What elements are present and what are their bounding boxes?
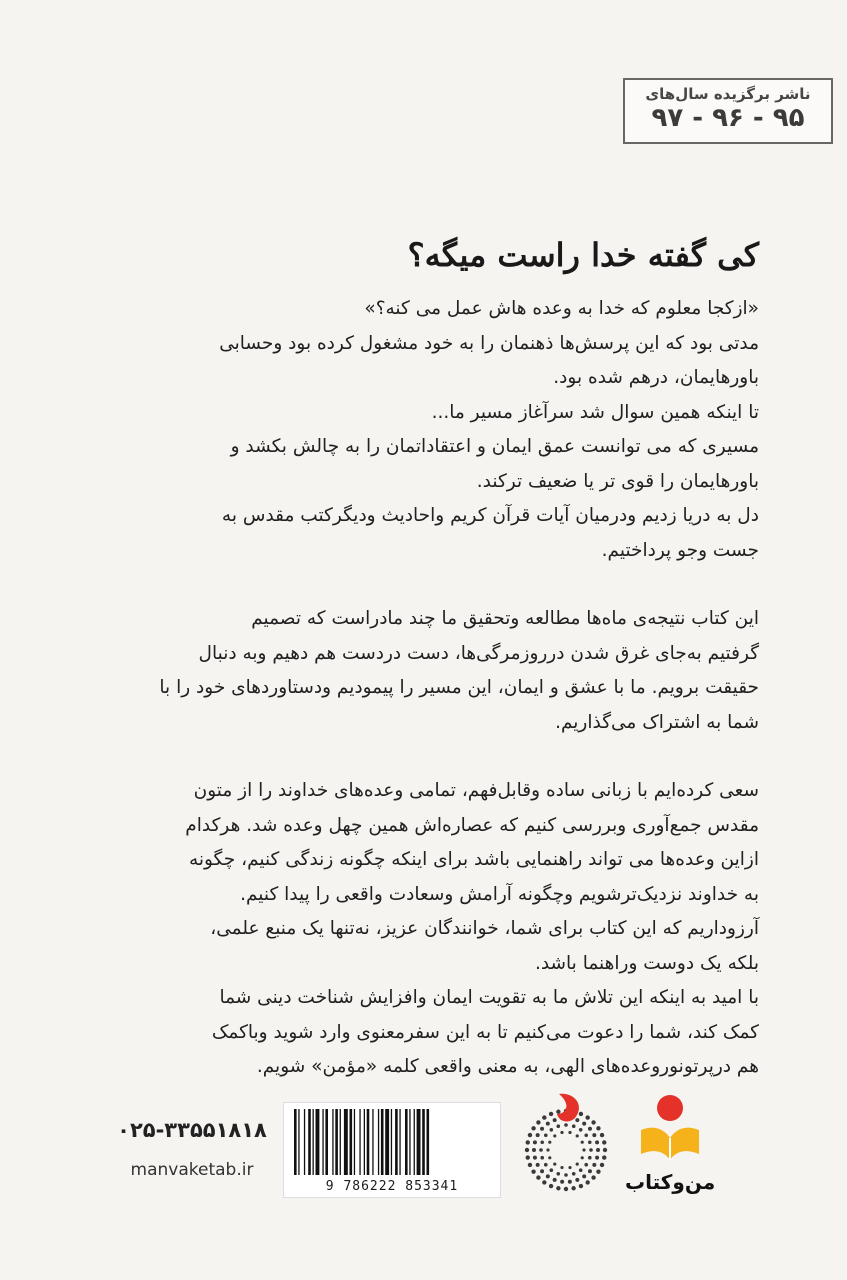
text-line: باورهایمان، درهم شده بود. <box>553 367 759 388</box>
text-line: بلکه یک دوست وراهنما باشد. <box>534 952 759 974</box>
text-line: مقدس جمع‌آوری وبررسی کنیم که عصاره‌اش همین چهل وعده شد. هرکدام <box>185 814 759 836</box>
text-line: هم درپرتونوروعده‌های الهی، به معنی واقعی کلمه «مؤمن» شویم. <box>256 1056 759 1077</box>
text-line: سعی کرده‌ایم با زبانی ساده وقابل‌فهم، تمامی وعده‌های خداوند را از متون <box>193 780 759 801</box>
text-line: دل به دریا زدیم ودرمیان آیات قرآن کریم واحادیث ودیگرکتب مقدس به <box>221 505 759 526</box>
dotted-circle-logo-icon <box>523 1088 609 1200</box>
isbn-number: 9 786222 853341 <box>325 1179 459 1194</box>
website-link[interactable]: manvaketab.ir <box>130 1160 254 1180</box>
award-badge <box>623 78 833 144</box>
text-line: مسیری که می توانست عمق ایمان و اعتقاداتمان را به چالش بکشد و <box>230 436 759 457</box>
text-line: «ازکجا معلوم که خدا به وعده هاش عمل می کنه؟» <box>364 298 759 319</box>
text-line: به خداوند نزدیک‌ترشویم وچگونه آرامش وسعادت واقعی را پیدا کنیم. <box>240 883 759 905</box>
publisher-contact <box>112 1118 272 1180</box>
text-line: آرزوداریم که این کتاب برای شما، خوانندگان عزیز، نه‌تنها یک منبع علمی، <box>210 918 759 939</box>
book-title: کی گفته خدا راست میگه؟ <box>407 236 759 274</box>
text-line: حقیقت برویم. ما با عشق و ایمان، این مسیر را پیمودیم ودستاوردهای خود را با <box>159 677 759 698</box>
publisher-name: من‌وکتاب <box>625 1170 716 1194</box>
text-line: کمک کند، شما را دعوت می‌کنیم تا به این سفرمعنوی وارد شوید وباکمک <box>211 1021 759 1043</box>
award-badge-years: ۹۵ - ۹۶ - ۹۷ <box>651 103 805 133</box>
publisher-logo <box>625 1090 715 1194</box>
text-line: این کتاب نتیجه‌ی ماه‌ها مطالعه وتحقیق ما چند مادراست که تصمیم <box>251 608 759 629</box>
text-line: شما به اشتراک می‌گذاریم. <box>555 711 759 733</box>
text-line: ازاین وعده‌ها می تواند راهنمایی باشد برای اینکه چگونه زندگی کنیم، چگونه <box>188 849 759 870</box>
text-line: تا اینکه همین سوال شد سرآغاز مسیر ما... <box>431 401 759 423</box>
text-line: باورهایمان را قوی تر یا ضعیف ترکند. <box>476 470 759 492</box>
imprint-logo <box>523 1088 609 1204</box>
text-line: گرفتیم به‌جای غرق شدن درروزمرگی‌ها، دست دردست هم دهیم وبه دنبال <box>198 642 759 664</box>
text-line: جست وجو پرداختیم. <box>601 539 759 561</box>
award-badge-caption: ناشر برگزیده سال‌های <box>645 85 811 103</box>
barcode-bars <box>294 1109 490 1175</box>
book-reader-logo-icon <box>635 1090 705 1170</box>
isbn-barcode <box>283 1102 501 1198</box>
text-line: با امید به اینکه این تلاش ما به تقویت ایمان وافزایش شناخت دینی شما <box>219 987 759 1008</box>
back-cover-text <box>99 292 759 1085</box>
text-line: مدتی بود که این پرسش‌ها ذهنمان را به خود مشغول کرده بود وحسابی <box>219 332 759 354</box>
phone-number: ۰۲۵-۳۳۵۵۱۸۱۸ <box>117 1118 267 1142</box>
